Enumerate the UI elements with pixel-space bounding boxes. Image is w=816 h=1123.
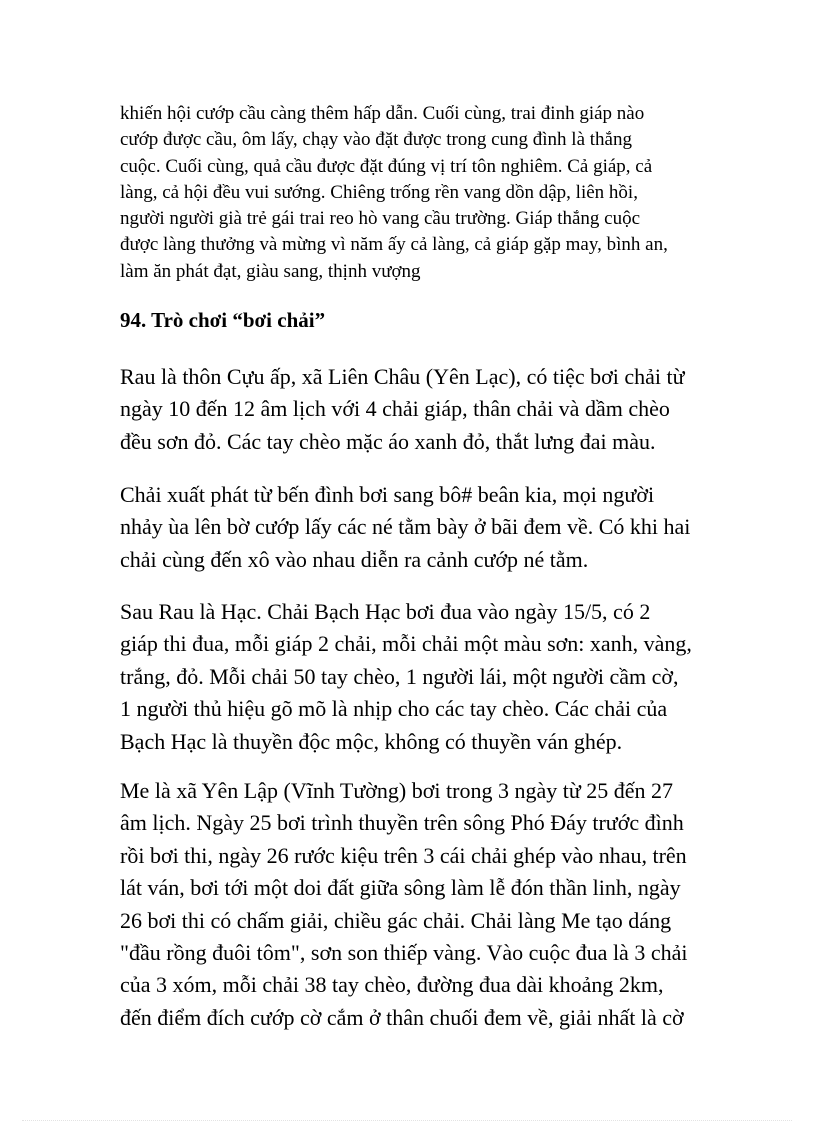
text-line: âm lịch. Ngày 25 bơi trình thuyền trên sông Phó Đáy trước đình [120,810,684,836]
text-line: trắng, đỏ. Mỗi chải 50 tay chèo, 1 người lái, một người cầm cờ, [120,663,679,689]
text-line: đến điểm đích cướp cờ cắm ở thân chuối đem về, giải nhất là cờ [120,1004,684,1030]
paragraph-rau [120,361,760,458]
text-line: nhảy ùa lên bờ cướp lấy các né tằm bày ở bãi đem về. Có khi hai [120,514,691,540]
intro-paragraph [120,101,760,285]
page-bottom-divider [22,1120,792,1121]
text-line: ngày 10 đến 12 âm lịch với 4 chải giáp, thân chải và dầm chèo [120,396,670,422]
text-line: cuộc. Cuối cùng, quả cầu được đặt đúng vị trí tôn nghiêm. Cả giáp, cả [120,155,653,177]
text-line: làng, cả hội đều vui sướng. Chiêng trống rền vang dồn dập, liên hồi, [120,181,638,203]
text-line: giáp thi đua, mỗi giáp 2 chải, mỗi chải một màu sơn: xanh, vàng, [120,631,692,657]
text-line: khiến hội cướp cầu càng thêm hấp dẫn. Cuối cùng, trai đinh giáp nào [120,103,645,124]
text-line: của 3 xóm, mỗi chải 38 tay chèo, đường đua dài khoảng 2km, [120,972,664,998]
text-line: 1 người thủ hiệu gõ mõ là nhịp cho các tay chèo. Các chải của [120,696,668,722]
paragraph-chai-xuat-phat [120,479,760,576]
text-line: Sau Rau là Hạc. Chải Bạch Hạc bơi đua vào ngày 15/5, có 2 [120,599,651,624]
text-line: chải cùng đến xô vào nhau diễn ra cảnh cướp né tằm. [120,546,589,572]
text-line: 26 bơi thi có chấm giải, chiều gác chải. Chải làng Me tạo dáng [120,907,672,933]
text-line: được làng thưởng và mừng vì năm ấy cả làng, cả giáp gặp may, bình an, [120,234,668,256]
text-line: làm ăn phát đạt, giàu sang, thịnh vượng [120,260,421,282]
text-line: rồi bơi thi, ngày 26 rước kiệu trên 3 cái chải ghép vào nhau, trên [120,842,687,868]
text-line: Rau là thôn Cựu ấp, xã Liên Châu (Yên Lạc), có tiệc bơi chải từ [120,364,685,389]
text-line: lát ván, bơi tới một doi đất giữa sông làm lễ đón thần linh, ngày [120,875,681,901]
text-line: Me là xã Yên Lập (Vĩnh Tường) bơi trong 3 ngày từ 25 đến 27 [120,778,674,803]
text-line: "đầu rồng đuôi tôm", sơn son thiếp vàng. Vào cuộc đua là 3 chải [120,940,688,966]
paragraph-bach-hac [120,596,760,758]
section-heading: 94. Trò chơi “bơi chải” [120,308,326,332]
text-line: Bạch Hạc là thuyền độc mộc, không có thuyền ván ghép. [120,728,623,754]
text-line: cướp được cầu, ôm lấy, chạy vào đặt được trong cung đình là thắng [120,129,632,151]
text-line: Chải xuất phát từ bến đình bơi sang bô# beân kia, mọi người [120,482,655,507]
paragraph-me [120,775,760,1034]
text-line: đều sơn đỏ. Các tay chèo mặc áo xanh đỏ, thắt lưng đai màu. [120,428,656,454]
text-line: người người già trẻ gái trai reo hò vang cầu trường. Giáp thắng cuộc [120,208,641,230]
